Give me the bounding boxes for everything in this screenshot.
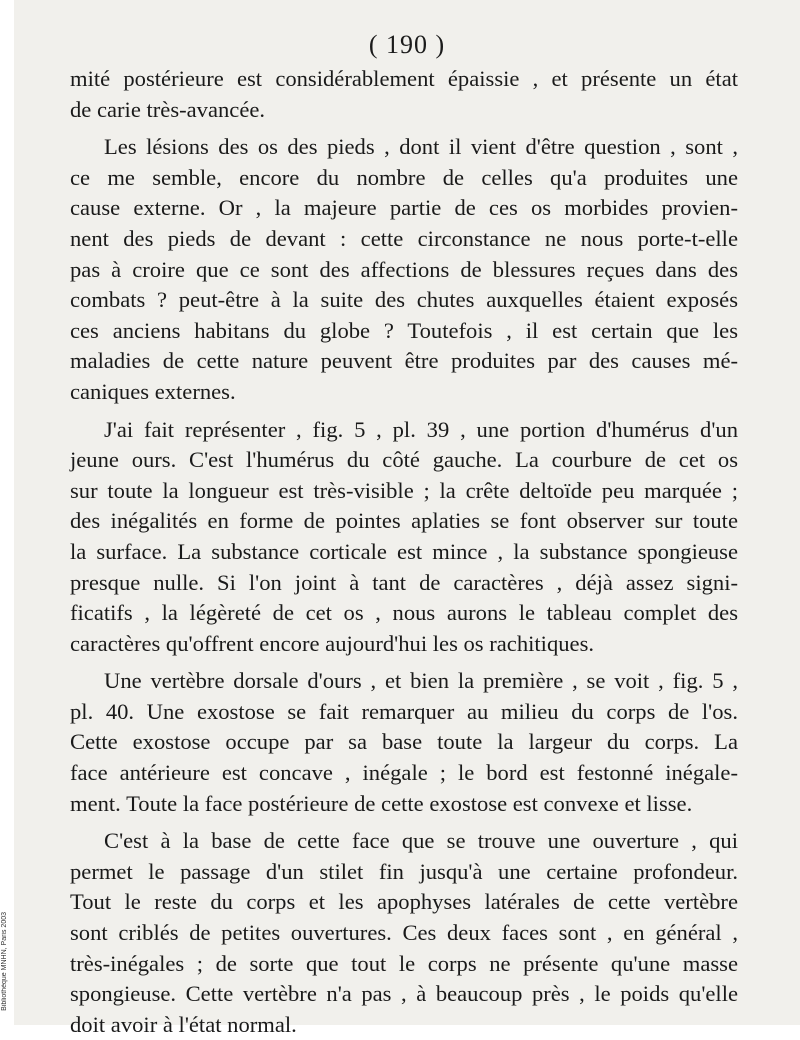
text-line: combats ? peut-être à la suite des chutes auxquelles étaient exposés (70, 287, 738, 313)
text-line: C'est à la base de cette face que se trouve une ouverture , qui (104, 828, 738, 854)
text-line: ficatifs , la légèreté de cet os , nous aurons le tableau complet des (70, 600, 738, 626)
text-line: Une vertèbre dorsale d'ours , et bien la première , se voit , fig. 5 , (104, 668, 738, 694)
text-line: doit avoir à l'état normal. (70, 1011, 297, 1037)
paragraph (70, 132, 738, 407)
text-line: nent des pieds de devant : cette circonstance ne nous porte-t-elle (70, 225, 738, 251)
text-line: Tout le reste du corps et les apophyses latérales de cette vertèbre (70, 889, 738, 915)
text-line: face antérieure est concave , inégale ; le bord est festonné inégale- (70, 760, 738, 786)
text-line: ces anciens habitans du globe ? Toutefois , il est certain que les (70, 317, 738, 343)
text-line: pas à croire que ce sont des affections de blessures reçues dans des (70, 256, 738, 282)
text-line: Les lésions des os des pieds , dont il vient d'être question , sont , (104, 134, 738, 160)
scan-margin (0, 0, 14, 1025)
text-line: jeune ours. C'est l'humérus du côté gauche. La courbure de cet os (70, 447, 738, 473)
text-line: permet le passage d'un stilet fin jusqu'à une certaine profondeur. (70, 858, 738, 884)
text-line: la surface. La substance corticale est mince , la substance spongieuse (70, 538, 738, 564)
body-text (70, 64, 738, 1040)
text-line: sur toute la longueur est très-visible ; la crête deltoïde peu marquée ; (70, 477, 738, 503)
paragraph (70, 64, 738, 125)
paragraph (70, 415, 738, 660)
text-line: spongieuse. Cette vertèbre n'a pas , à beaucoup près , le poids qu'elle (70, 981, 738, 1007)
text-line: caractères qu'offrent encore aujourd'hui les os rachitiques. (70, 630, 595, 656)
text-line: de carie très-avancée. (70, 96, 266, 122)
text-line: caniques externes. (70, 378, 236, 404)
page-number: ( 190 ) (368, 30, 446, 59)
paragraph (70, 826, 738, 1040)
text-line: ment. Toute la face postérieure de cette exostose est convexe et lisse. (70, 790, 693, 816)
text-line: J'ai fait représenter , fig. 5 , pl. 39 , une portion d'humérus d'un (104, 416, 738, 442)
text-line: très-inégales ; de sorte que tout le corps ne présente qu'une masse (70, 950, 738, 976)
text-line: des inégalités en forme de pointes aplaties se font observer sur toute (70, 508, 738, 534)
text-line: ce me semble, encore du nombre de celles qu'a produites une (70, 164, 738, 190)
text-line: mité postérieure est considérablement épaissie , et présente un état (70, 66, 738, 91)
text-line: cause externe. Or , la majeure partie de ces os morbides provien- (70, 195, 738, 221)
text-line: Cette exostose occupe par sa base toute la largeur du corps. La (70, 729, 738, 755)
text-line: sont criblés de petites ouvertures. Ces deux faces sont , en général , (70, 920, 738, 946)
library-stamp: Bibliothèque MNHN, Paris 2003 (1, 912, 8, 1011)
text-line: pl. 40. Une exostose se fait remarquer au milieu du corps de l'os. (70, 698, 738, 724)
text-line: maladies de cette nature peuvent être produites par des causes mé- (70, 348, 738, 374)
paragraph (70, 666, 738, 819)
text-line: presque nulle. Si l'on joint à tant de caractères , déjà assez signi- (70, 569, 738, 595)
book-page (14, 0, 800, 1037)
